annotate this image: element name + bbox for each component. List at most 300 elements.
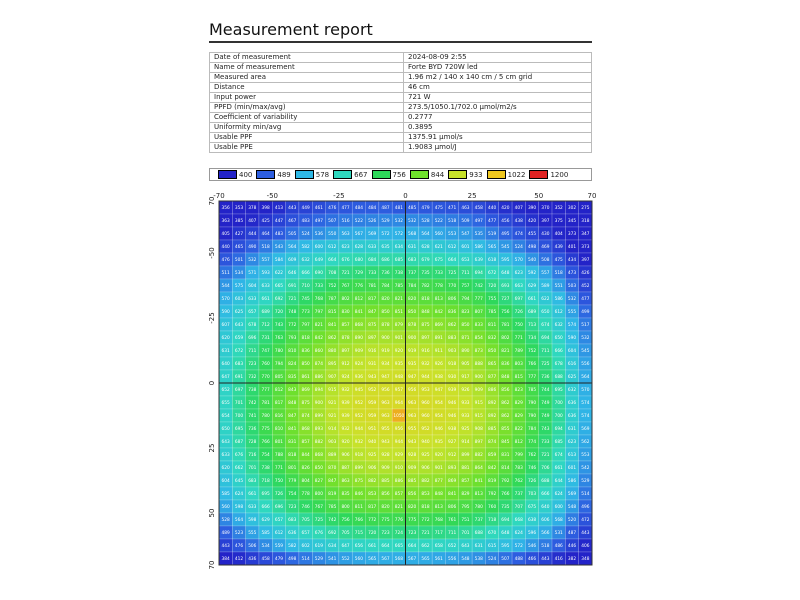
heatmap-cell-value: 732 (248, 375, 257, 381)
heatmap-cell-value: 906 (421, 466, 430, 472)
heatmap-cell-value: 848 (434, 492, 443, 498)
heatmap-cell-value: 770 (261, 375, 270, 381)
heatmap-cell-value: 900 (314, 401, 324, 407)
heatmap-cell-value: 638 (527, 518, 537, 524)
heatmap-cell-value: 919 (381, 349, 390, 355)
heatmap-cell-value: 625 (567, 375, 577, 381)
heatmap-cell-value: 919 (408, 349, 417, 355)
heatmap-cell-value: 662 (234, 466, 244, 472)
heatmap-cell-value: 779 (288, 479, 297, 485)
heatmap-cell-value: 820 (381, 297, 390, 303)
heatmap-cell-value: 484 (354, 206, 363, 212)
heatmap-cell-value: 901 (434, 466, 443, 472)
y-tick-label: 50 (208, 508, 216, 518)
heatmap-cell-value: 865 (487, 362, 497, 368)
heatmap-cell-value: 757 (461, 284, 470, 290)
heatmap-cell-value: 556 (581, 362, 590, 368)
heatmap-cell-value: 771 (514, 336, 523, 342)
heatmap-cell-value: 697 (514, 297, 523, 303)
info-value: 1375.91 µmol/s (404, 133, 592, 143)
info-value: 46 cm (404, 83, 592, 93)
heatmap-cell-value: 952 (354, 414, 363, 420)
heatmap-cell-value: 582 (288, 544, 297, 550)
heatmap-cell-value: 799 (514, 453, 523, 459)
heatmap-cell-value: 590 (567, 336, 577, 342)
heatmap-cell-value: 782 (421, 284, 430, 290)
heatmap-cell-value: 920 (434, 453, 443, 459)
heatmap-cell-value: 621 (434, 245, 443, 251)
heatmap-cell-value: 861 (301, 375, 310, 381)
heatmap-cell-value: 894 (314, 388, 324, 394)
y-tick-label: 25 (208, 443, 216, 453)
heatmap-cell-value: 778 (434, 284, 443, 290)
heatmap-cell-value: 952 (354, 401, 363, 407)
heatmap-cell-value: 397 (581, 258, 590, 264)
heatmap-cell-value: 900 (474, 375, 483, 381)
heatmap-cell-value: 756 (341, 518, 350, 524)
heatmap-cell-value: 750 (274, 479, 284, 485)
heatmap-cell-value: 503 (567, 284, 577, 290)
heatmap-cell-value: 738 (248, 388, 257, 394)
legend-label: 489 (277, 170, 291, 179)
heatmap-cell-value: 897 (474, 440, 483, 446)
heatmap-cell-value: 900 (408, 336, 417, 342)
heatmap-cell-value: 823 (514, 388, 523, 394)
heatmap-cell-value: 542 (581, 466, 590, 472)
heatmap-cell-value: 820 (381, 505, 390, 511)
heatmap-cell-value: 650 (554, 336, 563, 342)
heatmap-cell-value: 564 (234, 518, 244, 524)
heatmap-cell-value: 658 (434, 544, 443, 550)
heatmap-cell-value: 571 (248, 271, 257, 277)
heatmap-cell-value: 822 (514, 427, 523, 433)
heatmap-cell-value: 763 (274, 336, 284, 342)
heatmap-cell-value: 689 (527, 310, 537, 316)
heatmap-cell-value: 497 (474, 219, 483, 225)
heatmap-cell-value: 863 (341, 479, 350, 485)
heatmap-cell-value: 760 (487, 505, 497, 511)
heatmap-cell-value: 631 (221, 349, 230, 355)
heatmap-cell-value: 842 (314, 336, 324, 342)
heatmap-cell-value: 497 (314, 219, 324, 225)
heatmap-cell-value: 857 (461, 479, 470, 485)
heatmap-cell-value: 633 (261, 284, 270, 290)
heatmap-cell-value: 439 (554, 245, 563, 251)
info-label: Usable PPE (210, 143, 404, 153)
heatmap-cell-value: 842 (434, 310, 443, 316)
heatmap-cell-value: 831 (501, 453, 510, 459)
heatmap-cell-value: 742 (328, 518, 337, 524)
heatmap-cell-value: 688 (541, 479, 550, 485)
heatmap-cell-value: 543 (274, 245, 284, 251)
heatmap-cell-value: 623 (567, 440, 577, 446)
heatmap-cell-value: 687 (234, 440, 244, 446)
heatmap-cell-value: 604 (248, 284, 257, 290)
heatmap-cell-value: 910 (394, 466, 403, 472)
heatmap-cell-value: 924 (341, 375, 350, 381)
heatmap-cell-value: 851 (394, 310, 403, 316)
heatmap-cell-value: 728 (248, 440, 257, 446)
heatmap-cell-value: 632 (301, 258, 310, 264)
heatmap-cell-value: 725 (448, 271, 457, 277)
heatmap-cell-value: 814 (501, 466, 510, 472)
heatmap-cell-value: 545 (581, 349, 590, 355)
heatmap-cell-value: 780 (474, 505, 483, 511)
heatmap-cell-value: 735 (501, 505, 510, 511)
heatmap-cell-value: 532 (581, 336, 590, 342)
heatmap-cell-value: 724 (394, 531, 403, 537)
heatmap-cell-value: 738 (261, 466, 270, 472)
heatmap-cell-value: 924 (354, 362, 363, 368)
heatmap-cell-value: 565 (421, 557, 430, 563)
heatmap-cell-value: 487 (381, 206, 390, 212)
heatmap-cell-value: 446 (567, 544, 577, 550)
heatmap-cell-value: 553 (581, 453, 590, 459)
heatmap-cell-value: 690 (314, 271, 324, 277)
heatmap-cell-value: 612 (554, 310, 563, 316)
heatmap-cell-value: 715 (354, 531, 363, 537)
heatmap-cell-value: 600 (554, 505, 563, 511)
heatmap-cell-value: 900 (381, 336, 390, 342)
heatmap-cell-value: 477 (341, 206, 350, 212)
heatmap-cell-value: 640 (221, 362, 230, 368)
heatmap-cell-value: 639 (474, 258, 483, 264)
heatmap-cell-value: 352 (554, 206, 563, 212)
heatmap-cell-value: 557 (541, 271, 550, 277)
heatmap-cell-value: 716 (248, 453, 257, 459)
x-tick-label: 70 (587, 192, 597, 200)
heatmap-cell-value: 524 (514, 245, 523, 251)
heatmap-cell-value: 534 (234, 271, 244, 277)
heatmap-cell-value: 721 (421, 531, 430, 537)
heatmap-cell-value: 805 (274, 375, 284, 381)
heatmap-cell-value: 683 (408, 258, 417, 264)
heatmap-cell-value: 899 (461, 453, 470, 459)
heatmap-cell-value: 684 (368, 258, 377, 264)
heatmap-cell-value: 869 (448, 479, 457, 485)
heatmap-cell-value: 622 (541, 297, 550, 303)
heatmap-cell-value: 522 (434, 219, 443, 225)
heatmap-cell-value: 917 (461, 375, 470, 381)
heatmap-cell-value: 761 (448, 518, 457, 524)
heatmap-cell-value: 373 (581, 245, 590, 251)
heatmap-cell-value: 618 (487, 258, 497, 264)
heatmap-cell-value: 654 (221, 414, 230, 420)
heatmap-cell-value: 789 (514, 349, 523, 355)
heatmap-cell-value: 850 (461, 323, 470, 329)
heatmap-cell-value: 868 (314, 453, 324, 459)
heatmap-cell-value: 800 (314, 492, 324, 498)
y-tick-label: 70 (208, 196, 216, 206)
heatmap-cell-value: 598 (234, 505, 244, 511)
heatmap-cell-value: 476 (328, 206, 337, 212)
heatmap-cell-value: 723 (381, 531, 390, 537)
heatmap-cell-value: 479 (274, 557, 284, 563)
heatmap-cell-value: 463 (461, 206, 470, 212)
heatmap-cell-value: 675 (527, 505, 537, 511)
heatmap-cell-value: 674 (554, 453, 563, 459)
heatmap-cell-value: 737 (514, 492, 523, 498)
heatmap-cell-value: 725 (314, 518, 324, 524)
heatmap-cell-value: 856 (408, 492, 417, 498)
heatmap-cell-value: 529 (381, 219, 390, 225)
heatmap-cell-value: 762 (527, 453, 537, 459)
heatmap-cell-value: 943 (381, 440, 390, 446)
heatmap-cell-value: 854 (474, 336, 483, 342)
heatmap-cell-value: 717 (434, 531, 443, 537)
heatmap-cell-value: 708 (328, 271, 337, 277)
heatmap-cell-value: 784 (408, 284, 417, 290)
heatmap-cell-value: 664 (328, 258, 337, 264)
heatmap-cell-value: 909 (354, 349, 363, 355)
heatmap-cell-value: 862 (448, 323, 457, 329)
heatmap-cell-value: 620 (221, 336, 230, 342)
heatmap-cell-value: 940 (368, 440, 377, 446)
heatmap-cell-value: 723 (408, 531, 417, 537)
heatmap-cell-value: 585 (261, 531, 270, 537)
heatmap-cell-value: 943 (408, 440, 417, 446)
heatmap-cell-value: 777 (527, 375, 537, 381)
heatmap-cell-value: 768 (434, 518, 443, 524)
heatmap-cell-value: 945 (354, 388, 363, 394)
info-label: Input power (210, 93, 404, 103)
heatmap-cell-value: 518 (448, 219, 457, 225)
heatmap-cell-value: 694 (474, 271, 483, 277)
heatmap-cell-value: 925 (368, 453, 377, 459)
heatmap-cell-value: 815 (514, 375, 523, 381)
heatmap-cell-value: 720 (274, 310, 284, 316)
heatmap-cell-value: 752 (527, 349, 537, 355)
heatmap-cell-value: 956 (394, 427, 403, 433)
heatmap-cell-value: 888 (474, 362, 483, 368)
heatmap-cell-value: 741 (248, 414, 257, 420)
heatmap-cell-value: 948 (394, 375, 403, 381)
heatmap-cell-value: 890 (461, 349, 470, 355)
heatmap-cell-value: 784 (527, 427, 537, 433)
heatmap-cell-value: 793 (288, 336, 297, 342)
heatmap-cell-value: 688 (554, 375, 563, 381)
heatmap-cell-value: 746 (301, 505, 310, 511)
heatmap-cell-value: 877 (434, 479, 443, 485)
heatmap-cell-value: 564 (421, 232, 430, 238)
heatmap-cell-value: 812 (274, 388, 284, 394)
heatmap-cell-value: 842 (487, 466, 497, 472)
heatmap-cell-value: 766 (501, 492, 510, 498)
heatmap-cell-value: 564 (581, 375, 590, 381)
info-value: 1.96 m2 / 140 x 140 cm / 5 cm grid (404, 73, 592, 83)
heatmap-cell-value: 915 (474, 401, 483, 407)
heatmap-cell-value: 797 (301, 323, 310, 329)
heatmap-cell-value: 565 (368, 557, 377, 563)
heatmap-cell-value: 801 (288, 466, 297, 472)
heatmap-cell-value: 781 (368, 284, 377, 290)
heatmap-cell-value: 806 (448, 297, 457, 303)
heatmap-cell-value: 514 (301, 557, 310, 563)
heatmap-cell-value: 631 (567, 427, 577, 433)
heatmap-cell-value: 560 (434, 232, 443, 238)
heatmap-cell-value: 744 (541, 388, 550, 394)
heatmap-cell-value: 486 (554, 544, 563, 550)
heatmap-cell-value: 711 (448, 531, 457, 537)
heatmap-cell-value: 634 (328, 544, 337, 550)
heatmap-cell-value: 661 (261, 297, 270, 303)
heatmap-cell-value: 318 (581, 219, 590, 225)
heatmap-cell-value: 889 (328, 453, 337, 459)
heatmap-cell-value: 436 (248, 557, 257, 563)
heatmap-cell-value: 800 (341, 505, 350, 511)
heatmap-cell-value: 507 (501, 557, 510, 563)
heatmap-cell-value: 672 (234, 349, 244, 355)
heatmap-cell-value: 481 (394, 206, 403, 212)
heatmap-cell-value: 963 (408, 414, 417, 420)
heatmap-cell-value: 655 (221, 401, 230, 407)
heatmap-cell-value: 788 (274, 453, 284, 459)
heatmap-cell-value: 871 (461, 336, 470, 342)
heatmap-cell-value: 812 (514, 440, 523, 446)
heatmap-cell-value: 507 (328, 219, 337, 225)
heatmap-cell-value: 405 (221, 232, 230, 238)
heatmap-cell-value: 1050 (393, 414, 405, 420)
heatmap-cell-value: 568 (394, 557, 403, 563)
heatmap-cell-value: 731 (261, 336, 270, 342)
heatmap-cell-value: 643 (461, 544, 470, 550)
heatmap-cell-value: 683 (248, 479, 257, 485)
heatmap-cell-value: 878 (341, 336, 350, 342)
heatmap-cell-value: 532 (408, 219, 417, 225)
heatmap-cell-value: 370 (541, 206, 550, 212)
heatmap-cell-value: 932 (341, 388, 350, 394)
heatmap-cell-value: 345 (567, 219, 577, 225)
heatmap-cell-value: 812 (354, 297, 363, 303)
legend-label: 1022 (507, 170, 526, 179)
heatmap-cell-value: 951 (368, 427, 377, 433)
heatmap-cell-value: 883 (448, 336, 457, 342)
heatmap-cell-value: 875 (354, 479, 363, 485)
heatmap-cell-value: 727 (501, 297, 510, 303)
heatmap-cell-value: 443 (581, 531, 590, 537)
heatmap-cell-value: 569 (368, 232, 377, 238)
heatmap-cell-value: 850 (301, 362, 310, 368)
heatmap-cell-value: 792 (501, 479, 510, 485)
heatmap-cell-value: 829 (514, 401, 523, 407)
heatmap-cell-value: 944 (394, 440, 403, 446)
heatmap-cell-value: 785 (527, 388, 537, 394)
heatmap-cell-value: 946 (448, 414, 457, 420)
heatmap-cell-value: 616 (567, 362, 577, 368)
heatmap-cell-value: 519 (487, 232, 497, 238)
heatmap-cell-value: 820 (408, 297, 417, 303)
heatmap-cell-value: 933 (461, 401, 470, 407)
heatmap-cell-value: 661 (527, 297, 537, 303)
info-label: Usable PPF (210, 133, 404, 143)
heatmap-cell-value: 692 (274, 297, 284, 303)
heatmap-cell-value: 487 (567, 531, 577, 537)
heatmap-cell-value: 546 (527, 544, 537, 550)
heatmap-cell-value: 604 (221, 479, 230, 485)
heatmap-cell-value: 831 (288, 440, 297, 446)
heatmap-cell-value: 841 (474, 479, 483, 485)
heatmap-cell-value: 275 (581, 206, 590, 212)
heatmap-cell-value: 882 (368, 479, 377, 485)
heatmap-cell-value: 901 (394, 336, 403, 342)
heatmap-cell-value: 711 (248, 349, 257, 355)
heatmap-cell-value: 624 (554, 492, 563, 498)
heatmap-cell-value: 827 (314, 479, 324, 485)
heatmap-cell-value: 721 (288, 297, 297, 303)
heatmap-cell-value: 718 (487, 518, 497, 524)
heatmap-cell-value: 498 (288, 557, 297, 563)
legend-label: 933 (469, 170, 483, 179)
heatmap-cell-value: 826 (301, 466, 310, 472)
info-value: Forte BYD 720W led (404, 63, 592, 73)
heatmap-cell-value: 602 (301, 544, 310, 550)
heatmap-cell-value: 567 (354, 232, 363, 238)
heatmap-cell-value: 754 (288, 492, 297, 498)
heatmap-cell-value: 518 (541, 544, 550, 550)
heatmap-cell-value: 680 (354, 258, 363, 264)
heatmap-cell-value: 925 (421, 453, 430, 459)
heatmap-cell-value: 505 (288, 232, 297, 238)
heatmap-cell-value: 841 (328, 323, 337, 329)
heatmap-cell-value: 957 (394, 388, 403, 394)
heatmap-cell-value: 643 (234, 323, 244, 329)
heatmap-cell-value: 647 (221, 375, 230, 381)
heatmap-cell-value: 772 (368, 518, 377, 524)
heatmap-cell-value: 878 (408, 323, 417, 329)
heatmap-cell-value: 648 (501, 271, 510, 277)
heatmap-cell-value: 692 (328, 531, 337, 537)
heatmap-cell-value: 882 (314, 440, 324, 446)
heatmap-cell-value: 666 (541, 492, 550, 498)
heatmap-cell-value: 458 (261, 557, 270, 563)
heatmap-cell-value: 643 (221, 440, 230, 446)
heatmap-cell-value: 836 (301, 349, 310, 355)
heatmap-cell-value: 685 (394, 258, 403, 264)
heatmap-cell-value: 514 (581, 492, 590, 498)
heatmap-cell-value: 843 (288, 388, 297, 394)
heatmap-cell-value: 844 (301, 453, 310, 459)
x-tick-label: 0 (403, 192, 408, 200)
heatmap-cell-value: 821 (501, 349, 510, 355)
heatmap-cell-value: 886 (487, 388, 497, 394)
heatmap-cell-value: 474 (514, 232, 523, 238)
heatmap-cell-value: 926 (434, 362, 443, 368)
heatmap-cell-value: 848 (501, 375, 510, 381)
heatmap-cell-value: 920 (394, 349, 403, 355)
info-label: Date of measurement (210, 53, 404, 63)
heatmap-cell-value: 856 (501, 388, 510, 394)
heatmap-cell-value: 886 (314, 375, 324, 381)
heatmap-cell-value: 915 (474, 414, 483, 420)
heatmap-cell-value: 661 (554, 466, 563, 472)
heatmap-cell-value: 920 (341, 440, 350, 446)
heatmap-cell-value: 701 (248, 466, 257, 472)
heatmap-cell-value: 802 (341, 297, 350, 303)
heatmap-cell-value: 685 (554, 440, 563, 446)
heatmap-cell-value: 850 (408, 310, 417, 316)
x-tick-label: -50 (266, 192, 279, 200)
heatmap-cell-value: 516 (341, 219, 350, 225)
heatmap-cell-value: 659 (234, 336, 244, 342)
heatmap-cell-value: 794 (274, 362, 284, 368)
heatmap-cell-value: 363 (221, 219, 230, 225)
heatmap-cell-value: 518 (554, 271, 563, 277)
heatmap-cell-value: 899 (354, 466, 363, 472)
heatmap-cell-value: 585 (221, 492, 230, 498)
heatmap-cell-value: 656 (354, 544, 363, 550)
heatmap-cell-value: 695 (554, 388, 563, 394)
x-tick-label: 50 (534, 192, 544, 200)
